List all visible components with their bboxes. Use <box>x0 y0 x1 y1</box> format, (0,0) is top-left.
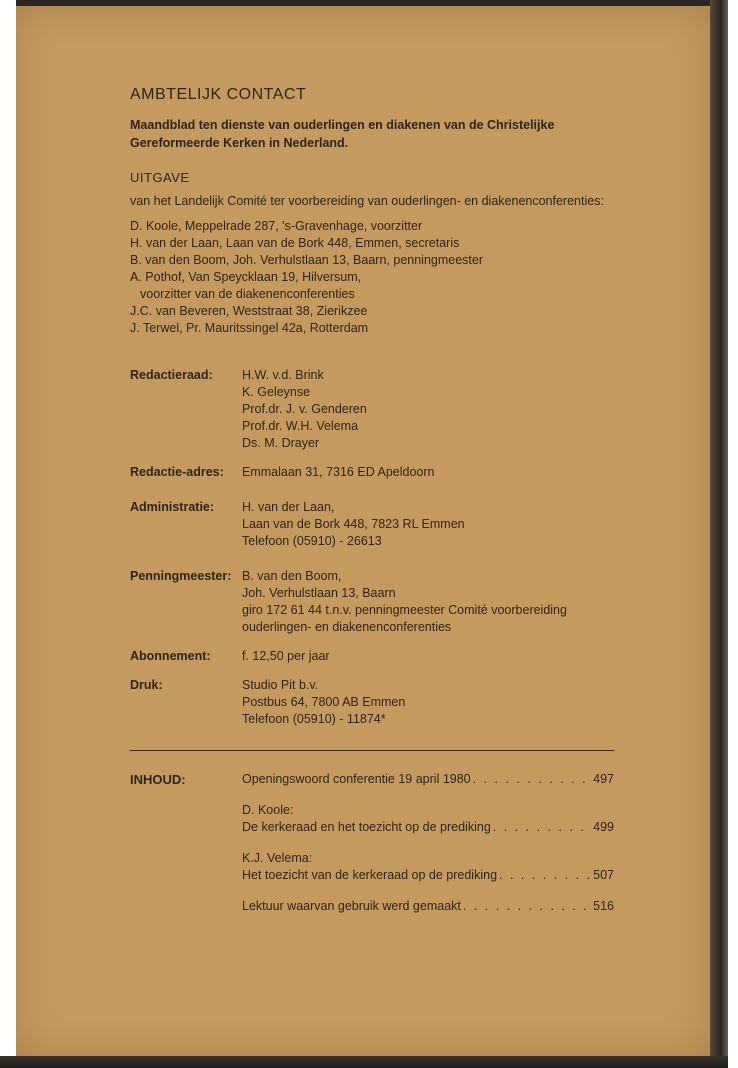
page-edge-right <box>710 0 728 1068</box>
penningmeester-line: ouderlingen- en diakenenconferenties <box>242 620 452 634</box>
toc-items <box>242 771 614 915</box>
administratie-value <box>242 499 465 550</box>
redactieadres-line: Emmalaan 31, 7316 ED Apeldoorn <box>242 465 435 479</box>
redactieadres-label: Redactie-adres: <box>130 465 224 479</box>
toc-page-number: 507 <box>593 868 614 882</box>
masthead-subtitle: Maandblad ten dienste van ouderlingen en diakenen van de Christelijke Gereformeerde Kerken in Nederland. <box>130 118 555 150</box>
administratie-line: Telefoon (05910) - 26613 <box>242 534 382 548</box>
committee-member: A. Pothof, Van Speycklaan 19, Hilversum, <box>130 270 362 284</box>
administratie-line: H. van der Laan, <box>242 500 335 514</box>
druk-line: Telefoon (05910) - 11874* <box>242 712 386 726</box>
toc-title: De kerkeraad en het toezicht op de prediking <box>242 820 491 834</box>
toc-leader-dots <box>493 819 591 836</box>
committee-member: B. van den Boom, Joh. Verhulstlaan 13, Baarn, penningmeester <box>130 253 484 267</box>
section-divider <box>130 750 614 751</box>
committee-member: J. Terwel, Pr. Mauritssingel 42a, Rotterdam <box>130 321 369 335</box>
toc-line <box>242 771 614 788</box>
toc-line <box>242 819 614 836</box>
druk-row <box>130 677 620 728</box>
abonnement-value <box>242 648 330 665</box>
druk-value <box>242 677 405 728</box>
redactieraad-line: K. Geleynse <box>242 385 311 399</box>
toc-line <box>242 867 614 884</box>
toc-page-number: 497 <box>593 772 614 786</box>
toc-item <box>242 802 614 836</box>
uitgave-intro: van het Landelijk Comité ter voorbereiding van ouderlingen- en diakenenconferenties: <box>130 194 604 208</box>
toc-leader-dots <box>499 867 591 884</box>
penningmeester-line: giro 172 61 44 t.n.v. penningmeester Comité voorbereiding <box>242 603 567 617</box>
page-edge-bottom <box>0 1056 728 1068</box>
redactieraad-value <box>242 367 367 452</box>
committee-member-list <box>130 218 620 337</box>
toc-author: D. Koole: <box>242 803 294 817</box>
administratie-label: Administratie: <box>130 500 215 514</box>
committee-member: H. van der Laan, Laan van de Bork 448, Emmen, secretaris <box>130 236 460 250</box>
toc-leader-dots <box>463 898 591 915</box>
redactieraad-line: H.W. v.d. Brink <box>242 368 324 382</box>
redactieadres-row <box>130 464 620 481</box>
toc-line <box>242 898 614 915</box>
toc-title: Lektuur waarvan gebruik werd gemaakt <box>242 899 461 913</box>
toc-title: Openingswoord conferentie 19 april 1980 <box>242 772 471 786</box>
administratie-row <box>130 499 620 550</box>
table-of-contents <box>130 771 620 915</box>
abonnement-label: Abonnement: <box>130 649 211 663</box>
penningmeester-line: B. van den Boom, <box>242 569 342 583</box>
toc-leader-dots <box>473 771 592 788</box>
toc-page-number: 499 <box>593 820 614 834</box>
committee-member: D. Koole, Meppelrade 287, 's-Gravenhage, voorzitter <box>130 219 423 233</box>
committee-member-role: voorzitter van de diakenenconferenties <box>140 287 355 301</box>
toc-author: K.J. Velema: <box>242 851 313 865</box>
toc-page-number: 516 <box>593 899 614 913</box>
inhoud-label: INHOUD: <box>130 772 186 787</box>
toc-item <box>242 771 614 788</box>
redactieraad-line: Ds. M. Drayer <box>242 436 320 450</box>
druk-line: Postbus 64, 7800 AB Emmen <box>242 695 406 709</box>
penningmeester-label: Penningmeester: <box>130 569 232 583</box>
redactieraad-line: Prof.dr. W.H. Velema <box>242 419 359 433</box>
administratie-line: Laan van de Bork 448, 7823 RL Emmen <box>242 517 465 531</box>
committee-member: J.C. van Beveren, Weststraat 38, Zierikzee <box>130 304 368 318</box>
druk-line: Studio Pit b.v. <box>242 678 319 692</box>
penningmeester-line: Joh. Verhulstlaan 13, Baarn <box>242 586 396 600</box>
redactieraad-line: Prof.dr. J. v. Genderen <box>242 402 367 416</box>
uitgave-heading: UITGAVE <box>130 170 190 185</box>
druk-label: Druk: <box>130 678 163 692</box>
toc-item <box>242 850 614 884</box>
penningmeester-value <box>242 568 567 636</box>
document-content <box>130 86 620 929</box>
abonnement-line: f. 12,50 per jaar <box>242 649 330 663</box>
penningmeester-row <box>130 568 620 636</box>
masthead-title: AMBTELIJK CONTACT <box>130 86 307 103</box>
redactieadres-value <box>242 464 435 481</box>
redactieraad-label: Redactieraad: <box>130 368 213 382</box>
abonnement-row <box>130 648 620 665</box>
redactieraad-row <box>130 367 620 452</box>
toc-item <box>242 898 614 915</box>
toc-title: Het toezicht van de kerkeraad op de prediking <box>242 868 498 882</box>
